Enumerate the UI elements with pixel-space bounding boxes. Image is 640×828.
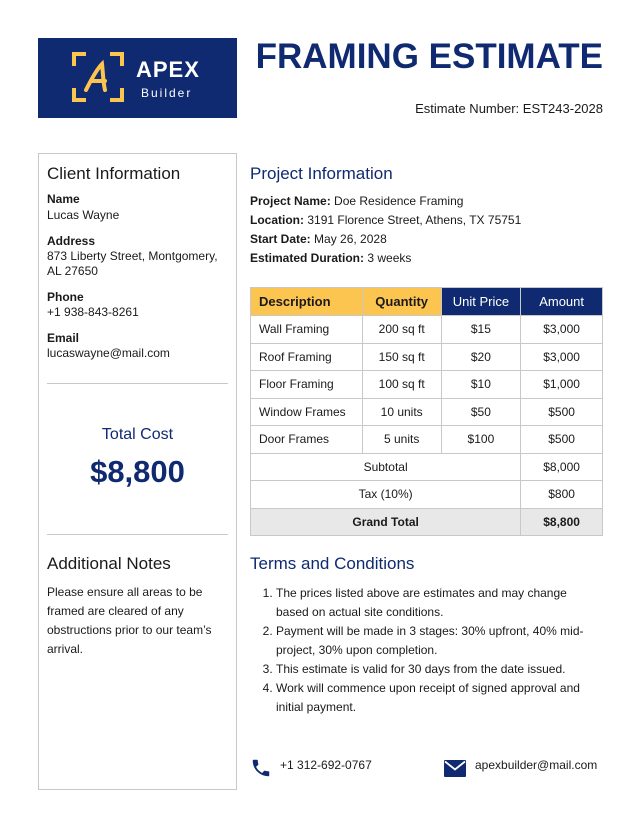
- client-email: lucaswayne@mail.com: [47, 346, 170, 360]
- subtotal-row: [251, 453, 603, 481]
- sidebar-divider: [47, 383, 228, 384]
- row-amount: $3,000: [521, 316, 603, 344]
- contact-email[interactable]: apexbuilder@mail.com: [475, 758, 598, 772]
- estimate-table: [250, 287, 603, 536]
- total-cost-label: Total Cost: [101, 426, 174, 443]
- row-amount: $3,000: [521, 343, 603, 371]
- table-row: [251, 398, 603, 426]
- table-row: [251, 426, 603, 454]
- subtotal-value: $8,000: [521, 453, 603, 481]
- row-quantity: 5 units: [362, 426, 441, 454]
- client-address-label: Address: [47, 234, 96, 248]
- terms-heading: Terms and Conditions: [250, 554, 415, 573]
- row-unit-price: $10: [441, 371, 521, 399]
- project-location: 3191 Florence Street, Athens, TX 75751: [307, 213, 522, 227]
- row-quantity: 10 units: [362, 398, 441, 426]
- project-duration-line: [250, 251, 411, 265]
- project-name-label: Project Name:: [250, 194, 331, 208]
- row-quantity: 150 sq ft: [362, 343, 441, 371]
- sidebar-divider: [47, 534, 228, 535]
- project-location-line: [250, 213, 521, 227]
- row-description: Door Frames: [251, 426, 363, 454]
- row-amount: $1,000: [521, 371, 603, 399]
- project-duration: 3 weeks: [367, 251, 412, 265]
- header-unit-price: Unit Price: [441, 288, 521, 316]
- table-row: [251, 316, 603, 344]
- grand-total-value: $8,800: [521, 508, 603, 536]
- project-location-label: Location:: [250, 213, 304, 227]
- client-phone-label: Phone: [47, 290, 84, 304]
- client-name: Lucas Wayne: [47, 208, 120, 222]
- envelope-icon: [444, 760, 466, 777]
- grand-total-row: [251, 508, 603, 536]
- list-item: 1. The prices listed above are estimates and may change based on actual site conditions.: [276, 584, 600, 622]
- project-name-line: [250, 194, 463, 208]
- subtotal-label: Subtotal: [251, 453, 521, 481]
- row-description: Roof Framing: [251, 343, 363, 371]
- row-description: Wall Framing: [251, 316, 363, 344]
- row-unit-price: $20: [441, 343, 521, 371]
- notes-text: Please ensure all areas to be framed are cleared of any obstructions prior to our team’s arrival.: [47, 585, 212, 656]
- table-row: [251, 343, 603, 371]
- tax-row: [251, 481, 603, 509]
- row-description: Floor Framing: [251, 371, 363, 399]
- row-description: Window Frames: [251, 398, 363, 426]
- row-unit-price: $50: [441, 398, 521, 426]
- table-row: [251, 371, 603, 399]
- list-item: 4. Work will commence upon receipt of signed approval and initial payment.: [276, 679, 600, 717]
- project-duration-label: Estimated Duration:: [250, 251, 365, 265]
- row-quantity: 200 sq ft: [362, 316, 441, 344]
- terms-list: [250, 584, 600, 717]
- estimate-number: Estimate Number: EST243-2028: [415, 101, 603, 116]
- row-unit-price: $15: [441, 316, 521, 344]
- project-start-line: [250, 232, 387, 246]
- row-unit-price: $100: [441, 426, 521, 454]
- notes-heading: Additional Notes: [47, 554, 171, 573]
- client-name-label: Name: [47, 192, 80, 206]
- row-quantity: 100 sq ft: [362, 371, 441, 399]
- table-header-row: [251, 288, 603, 316]
- client-email-label: Email: [47, 331, 80, 345]
- client-sidebar: [38, 153, 237, 790]
- contact-phone[interactable]: +1 312-692-0767: [280, 758, 372, 772]
- logo-subtitle: Builder: [141, 86, 193, 100]
- header-quantity: Quantity: [362, 288, 441, 316]
- project-name: Doe Residence Framing: [334, 194, 464, 208]
- logo-name: APEX: [136, 57, 200, 82]
- grand-total-label: Grand Total: [251, 508, 521, 536]
- header-amount: Amount: [521, 288, 603, 316]
- client-phone: +1 938-843-8261: [47, 305, 139, 319]
- list-item: 3. This estimate is valid for 30 days from the date issued.: [276, 660, 600, 679]
- company-logo: [38, 38, 237, 118]
- client-address: 873 Liberty Street, Montgomery, AL 27650: [47, 249, 218, 278]
- row-amount: $500: [521, 398, 603, 426]
- page-title: FRAMING ESTIMATE: [255, 37, 603, 76]
- project-heading: Project Information: [250, 164, 393, 183]
- project-start-label: Start Date:: [250, 232, 311, 246]
- tax-label: Tax (10%): [251, 481, 521, 509]
- phone-icon: [250, 757, 272, 779]
- list-item: 2. Payment will be made in 3 stages: 30% upfront, 40% mid-project, 30% upon completion.: [276, 622, 600, 660]
- header-description: Description: [251, 288, 363, 316]
- project-start: May 26, 2028: [314, 232, 387, 246]
- total-cost-value: $8,800: [90, 454, 185, 489]
- tax-value: $800: [521, 481, 603, 509]
- client-heading: Client Information: [47, 164, 181, 183]
- row-amount: $500: [521, 426, 603, 454]
- logo-mark-icon: [72, 52, 124, 102]
